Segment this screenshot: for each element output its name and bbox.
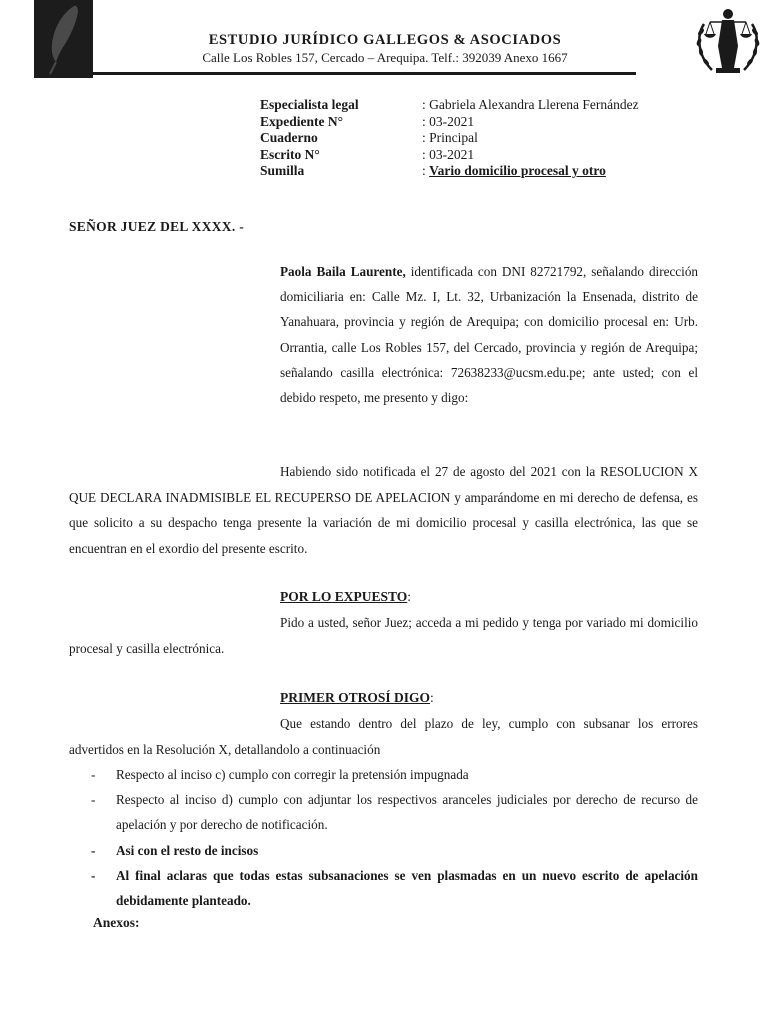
- petitioner-name: Paola Baila Laurente,: [280, 264, 406, 279]
- list-item-text: Respecto al inciso c) cumplo con corregir la pretensión impugnada: [116, 767, 469, 782]
- otrosi-paragraph: Que estando dentro del plazo de ley, cumplo con subsanar los errores advertidos en la Resolución X, detallandolo a continuación: [69, 716, 698, 757]
- list-dash: -: [91, 842, 96, 858]
- list-dash: -: [91, 867, 96, 883]
- firm-logo-right: [692, 2, 764, 78]
- meta-value: : Gabriela Alexandra Llerena Fernández: [422, 97, 639, 112]
- meta-value-prefix: :: [422, 163, 430, 179]
- annexes-heading: Anexos:: [93, 915, 140, 930]
- section-heading-por-lo-expuesto: [280, 589, 411, 605]
- list-item: [69, 762, 698, 787]
- meta-label: Sumilla: [260, 163, 305, 179]
- sumilla-value: Vario domicilio procesal y otro: [429, 163, 606, 179]
- list-item-text: Al final aclaras que todas estas subsanaciones se ven plasmadas en un nuevo escrito de apelación debidamente planteado.: [116, 867, 698, 909]
- meta-value: : 03-2021: [422, 113, 475, 129]
- intro-paragraph: [280, 259, 698, 410]
- heading-text: POR LO EXPUESTO: [280, 589, 408, 604]
- meta-value: : 03-2021: [422, 146, 475, 162]
- case-metadata: [260, 97, 639, 180]
- firm-name: ESTUDIO JURÍDICO GALLEGOS & ASOCIADOS: [208, 32, 562, 48]
- notification-paragraph: Habiendo sido notificada el 27 de agosto del 2021 con la RESOLUCION X QUE DECLARA INADMISIBLE EL RECUPERSO DE APELACION y amparándome en mi derecho de defensa, es que solicito a su despacho tenga presente la variación de mi domicilio procesal y casilla electrónica, las que se encuentran en el exordio del presente escrito.: [69, 464, 698, 556]
- list-item: [69, 838, 698, 863]
- list-dash: -: [91, 767, 96, 782]
- lady-justice-icon: [692, 2, 764, 78]
- addressee: SEÑOR JUEZ DEL XXXX. -: [69, 219, 245, 234]
- meta-label: Expediente N°: [260, 113, 344, 129]
- meta-row-cuaderno: [260, 130, 639, 147]
- list-item: [69, 787, 698, 837]
- intro-text: identificada con DNI 82721792, señalando dirección domiciliaria en: Calle Mz. I, Lt. 32, Urbanización la Ensenada, distrito de Yanahuara, provincia y región de Arequipa; con domicilio procesal en: Urb. Orrantia, calle Los Robles 157, del Cercado, provincia y región de Arequipa; señalando casilla electrónica: 72638233@ucsm.edu.pe; ante usted; con el debido respeto, me presento y digo:: [280, 264, 699, 406]
- heading-colon: :: [430, 690, 434, 705]
- list-item: [69, 863, 698, 913]
- list-item-text: Respecto al inciso d) cumplo con adjuntar los respectivos aranceles judiciales por derecho de recurso de apelación y por derecho de notificación.: [116, 792, 698, 833]
- list-item-text: Asi con el resto de incisos: [116, 842, 259, 858]
- list-dash: -: [91, 792, 96, 808]
- section-heading-primer-otrosi: [280, 690, 434, 706]
- meta-value: [422, 163, 606, 180]
- meta-row-sumilla: [260, 163, 639, 180]
- meta-label: Cuaderno: [260, 130, 318, 146]
- firm-logo-left: [34, 0, 93, 78]
- meta-value: : Principal: [422, 130, 478, 146]
- meta-row-escrito: [260, 147, 639, 164]
- header-divider: [93, 72, 636, 75]
- firm-address: Calle Los Robles 157, Cercado – Arequipa. Telf.: 392039 Anexo 1667: [202, 50, 568, 65]
- meta-label: Escrito N°: [260, 146, 320, 162]
- meta-row-specialist: [260, 97, 639, 114]
- quill-pen-icon: [34, 0, 93, 78]
- meta-label: Especialista legal: [260, 97, 359, 112]
- meta-row-expediente: [260, 114, 639, 131]
- heading-text: PRIMER OTROSÍ DIGO: [280, 690, 431, 705]
- request-paragraph: Pido a usted, señor Juez; acceda a mi pedido y tenga por variado mi domicilio procesal y casilla electrónica.: [69, 615, 698, 656]
- corrections-list: [69, 762, 698, 913]
- heading-colon: :: [407, 589, 412, 604]
